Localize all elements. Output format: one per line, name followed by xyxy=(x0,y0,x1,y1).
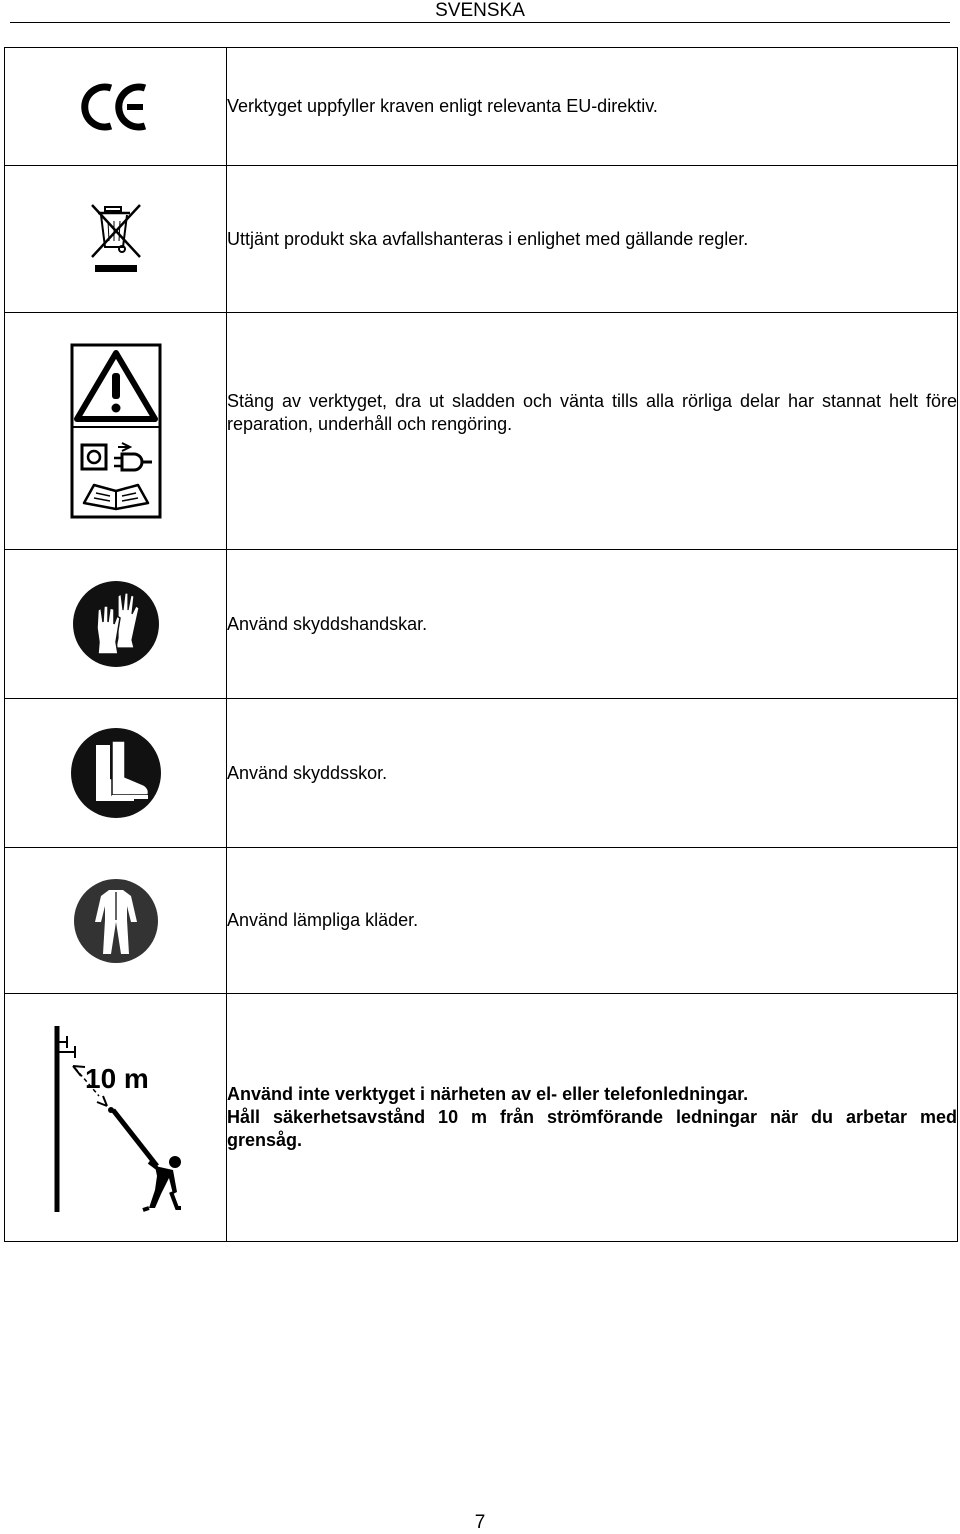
disposal-description: Uttjänt produkt ska avfallshanteras i enlighet med gällande regler. xyxy=(227,228,749,249)
icon-cell xyxy=(5,48,227,166)
ce-marking-icon xyxy=(81,82,151,132)
protective-clothing-icon xyxy=(73,878,159,964)
crossed-out-wheelie-bin-icon xyxy=(88,201,144,277)
power-line-warning: Använd inte verktyget i närheten av el- eller telefonledningar. xyxy=(227,1084,749,1104)
icon-cell xyxy=(5,166,227,313)
header-divider xyxy=(10,22,950,23)
page-number: 7 xyxy=(474,1512,486,1533)
power-line-distance-icon xyxy=(51,1022,181,1214)
table-row xyxy=(5,313,958,550)
ce-description: Verktyget uppfyller kraven enligt relevanta EU-direktiv. xyxy=(227,96,658,116)
text-cell xyxy=(227,848,958,994)
clothing-description: Använd lämpliga kläder. xyxy=(227,910,419,930)
icon-cell xyxy=(5,313,227,550)
boots-description: Använd skyddsskor. xyxy=(227,762,388,783)
safety-distance-instruction: Håll säkerhetsavstånd 10 m från strömförande ledningar när du arbetar med grensåg. xyxy=(227,1107,957,1150)
protective-gloves-icon xyxy=(72,580,160,668)
table-row xyxy=(5,848,958,994)
text-cell xyxy=(227,48,958,166)
table-row xyxy=(5,166,958,313)
table-row xyxy=(5,994,958,1242)
gloves-description: Använd skyddshandskar. xyxy=(227,613,428,634)
icon-cell xyxy=(5,994,227,1242)
text-cell xyxy=(227,699,958,848)
symbols-table xyxy=(4,47,958,1242)
icon-cell xyxy=(5,848,227,994)
page-header-title: SVENSKA xyxy=(435,0,525,21)
maintenance-description: Stäng av verktyget, dra ut sladden och vänta tills alla rörliga delar har stannat helt före reparation, underhåll och rengöring. xyxy=(227,391,957,434)
text-cell xyxy=(227,166,958,313)
text-cell xyxy=(227,994,958,1242)
icon-cell xyxy=(5,699,227,848)
distance-label: 10 m xyxy=(84,1062,149,1094)
text-cell xyxy=(227,313,958,550)
text-cell xyxy=(227,550,958,699)
safety-boots-icon xyxy=(70,727,162,819)
icon-cell xyxy=(5,550,227,699)
table-row xyxy=(5,699,958,848)
warning-unplug-manual-icon xyxy=(70,343,162,519)
table-row xyxy=(5,550,958,699)
table-row xyxy=(5,48,958,166)
